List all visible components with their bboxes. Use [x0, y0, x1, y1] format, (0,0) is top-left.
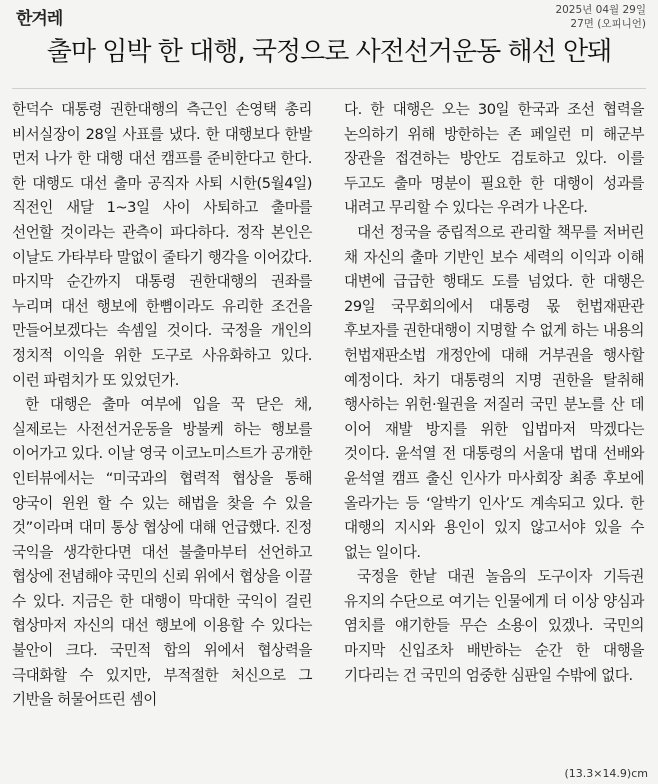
paragraph: 다. 한 대행은 오는 30일 한국과 조선 협력을 논의하기 위해 방한하는 존 페일런 미 해군부 장관을 접견하는 방안도 검토하고 있다. 이를 두고도 출마 명분이 필요한 한 대행이 성과를 내려고 무리할 수 있다는 우려가 나온다. — [344, 101, 644, 217]
paragraph: 한 대행은 출마 여부에 입을 꾹 닫은 채, 실제로는 사전선거운동을 방불케 하는 행보를 이어가고 있다. 이날 영국 이코노미스트가 공개한 인터뷰에서는 “미국과의 협력적 협상을 통해 양국이 윈윈 할 수 있는 해법을 찾을 수 있을 것”이라며 대미 통상 협상에 대해 언급했다. 진정 국익을 생각한다면 대선 불출마부터 선언하고 협상에 전념해야 국민의 신뢰 위에서 협상을 이끌 수 있다. 지금은 한 대행이 막대한 국익이 걸린 협상마저 자신의 대선 행보에 이용할 수 있다는 불안이 크다. 국민적 합의 위에서 협상력을 극대화할 수 있지만, 부적절한 처신으로 그 기반을 허물어뜨린 셈이 — [12, 396, 312, 709]
headline-divider — [12, 88, 646, 89]
article-column-right — [344, 98, 644, 688]
clipping-size: (13.3×14.9)cm — [564, 767, 648, 780]
paragraph: 한덕수 대통령 권한대행의 측근인 손영택 총리 비서실장이 28일 사표를 냈다. 한 대행보다 한발 먼저 나가 한 대행 대선 캠프를 준비한다고 한다. 한 대행도 대선 출마 공직자 사퇴 시한(5월4일) 직전인 새달 1~3일 사이 사퇴하고 출마를 선언할 것이라는 관측이 파다하다. 정작 본인은 이날도 가타부타 말없이 줄타기 행각을 이어갔다. 마지막 순간까지 대통령 권한대행의 권좌를 누리며 대선 행보에 한뼘이라도 유리한 조건을 만들어보겠다는 속셈일 것이다. 국정을 개인의 정치적 이익을 위한 도구로 사유화하고 있다. 이런 파렴치가 또 있었던가. — [12, 101, 312, 389]
paragraph: 대선 정국을 중립적으로 관리할 책무를 저버린 채 자신의 출마 기반인 보수 세력의 이익과 이해 대변에 급급한 행태도 도를 넘었다. 한 대행은 29일 국무회의에서 대통령 몫 헌법재판관 후보자를 권한대행이 지명할 수 없게 하는 내용의 헌법재판소법 개정안에 대해 거부권을 행사할 예정이다. 차기 대통령의 지명 권한을 탈취해 행사하는 위헌·월권을 저질러 국민 분노를 산 데 이어 재발 방지를 위한 입법마저 막겠다는 것이다. 윤석열 전 대통령의 서울대 법대 선배와 윤석열 캠프 출신 인사가 마사회장 최종 후보에 올라가는 등 ‘알박기 인사’도 계속되고 있다. 한 대행의 지시와 용인이 있지 않고서야 있을 수 없는 일이다. — [344, 223, 644, 561]
publication-info — [555, 3, 646, 31]
article-column-left — [12, 98, 312, 713]
paragraph: 국정을 한낱 대권 놀음의 도구이자 기득권 유지의 수단으로 여기는 인물에게 더 이상 양심과 염치를 얘기한들 무슨 소용이 있겠나. 국민의 마지막 신입조차 배반하는 순간 한 대행을 기다리는 건 국민의 엄중한 심판일 수밖에 없다. — [344, 568, 644, 684]
publication-date: 2025년 04월 29일 — [555, 4, 646, 16]
newspaper-logo: 한겨레 — [16, 9, 63, 29]
editorial-headline: 출마 임박 한 대행, 국정으로 사전선거운동 해선 안돼 — [46, 37, 612, 67]
page-section: 27면 (오피니언) — [570, 18, 646, 30]
